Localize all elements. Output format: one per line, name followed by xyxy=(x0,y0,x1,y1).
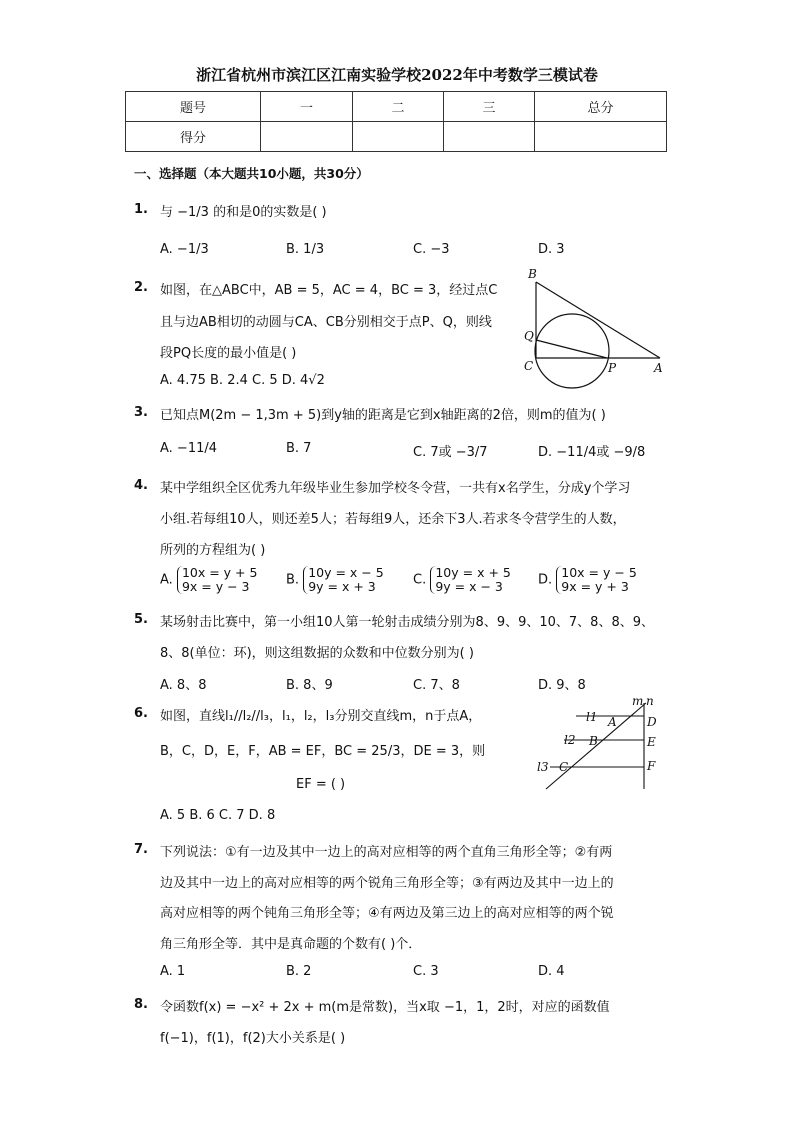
option-d[interactable]: D. 3 xyxy=(538,242,565,257)
option-d[interactable]: D. 4 xyxy=(538,964,565,979)
score-header-cell: 二 xyxy=(353,92,444,122)
score-table xyxy=(125,91,667,152)
label-c: C xyxy=(559,760,569,774)
score-header-cell: 总分 xyxy=(535,92,667,122)
label-a: A xyxy=(654,361,663,375)
segment-pq xyxy=(536,340,607,358)
score-table-row xyxy=(126,122,667,152)
label-b: B xyxy=(528,267,537,281)
question-text: 如图，在△ABC中，AB = 5，AC = 4，BC = 3，经过点C xyxy=(160,283,498,298)
question-text: 8、8(单位：环)，则这组数据的众数和中位数分别为( ) xyxy=(160,646,474,661)
label-q: Q xyxy=(524,329,534,343)
question-number: 4. xyxy=(134,478,148,493)
label-c: C xyxy=(524,359,534,373)
score-cell[interactable] xyxy=(444,122,535,152)
question-number: 7. xyxy=(134,842,148,857)
triangle-circle-figure xyxy=(516,264,676,394)
equation-system xyxy=(303,566,384,594)
option-a[interactable]: A. 1 xyxy=(160,964,186,979)
label-d: D xyxy=(647,715,657,729)
exam-title: 浙江省杭州市滨江区江南实验学校2022年中考数学三模试卷 xyxy=(196,66,598,84)
option-b[interactable]: B. 10y = x − 5 9y = x + 3 xyxy=(286,565,384,594)
question-number: 8. xyxy=(134,997,148,1012)
question-text: 所列的方程组为( ) xyxy=(160,543,266,558)
question-number: 1. xyxy=(134,202,148,217)
question-text: 边及其中一边上的高对应相等的两个锐角三角形全等；③有两边及其中一边上的 xyxy=(160,876,614,891)
label-l2: l2 xyxy=(564,733,576,747)
segment-ab xyxy=(536,282,660,358)
question-text: 下列说法：①有一边及其中一边上的高对应相等的两个直角三角形全等；②有两 xyxy=(160,845,613,860)
question-text: 段PQ长度的最小值是( ) xyxy=(160,346,297,361)
option-c[interactable]: C. 10y = x + 5 9y = x − 3 xyxy=(413,565,511,594)
label-l1: l1 xyxy=(586,710,598,724)
equation: 9y = x − 3 xyxy=(435,579,503,594)
question-number: 5. xyxy=(134,612,148,627)
option-c[interactable]: C. 7或 −3/7 xyxy=(413,445,488,460)
label-p: P xyxy=(608,361,617,375)
equation: 10y = x − 5 xyxy=(308,565,384,580)
parallel-lines-figure xyxy=(534,693,664,793)
equation: 10x = y + 5 xyxy=(181,565,258,580)
question-text: f(−1)，f(1)，f(2)大小关系是( ) xyxy=(160,1031,346,1046)
option-c[interactable]: C. 7、8 xyxy=(413,678,460,693)
question-text: B，C，D，E，F，AB = EF，BC = 25/3，DE = 3，则 xyxy=(160,744,486,759)
section-heading: 一、选择题（本大题共10小题，共30分） xyxy=(134,166,369,181)
label-l3: l3 xyxy=(537,760,549,774)
equation: 9x = y − 3 xyxy=(181,579,250,594)
option-b[interactable]: B. 8、9 xyxy=(286,678,333,693)
equation-system xyxy=(556,566,637,594)
question-text: 小组.若每组10人，则还差5人；若每组9人，还余下3人.若求冬令营学生的人数， xyxy=(160,512,626,527)
question-text: 某场射击比赛中，第一小组10人第一轮射击成绩分别为8、9、9、10、7、8、8、9、 xyxy=(160,615,654,630)
option-a[interactable]: A. 10x = y + 5 9x = y − 3 xyxy=(160,565,258,594)
option-d[interactable]: D. 9、8 xyxy=(538,678,586,693)
option-d[interactable]: D. 10x = y − 5 9x = y + 3 xyxy=(538,565,637,594)
equation-system xyxy=(430,566,511,594)
moving-circle xyxy=(535,314,609,388)
option-b[interactable]: B. 1/3 xyxy=(286,242,325,257)
score-header-cell: 题号 xyxy=(126,92,261,122)
score-header-cell: 一 xyxy=(261,92,353,122)
score-row-label: 得分 xyxy=(126,122,261,152)
label-b: B xyxy=(589,734,598,748)
option-a[interactable]: A. 8、8 xyxy=(160,678,207,693)
equation: 9x = y + 3 xyxy=(561,579,629,594)
options-row[interactable]: A. 4.75 B. 2.4 C. 5 D. 4√2 xyxy=(160,373,325,388)
question-text: 角三角形全等．其中是真命题的个数有( )个． xyxy=(160,937,422,952)
question-number: 2. xyxy=(134,280,148,295)
options-row[interactable]: A. 5 B. 6 C. 7 D. 8 xyxy=(160,808,276,823)
score-table-header-row xyxy=(126,92,667,122)
equation: 9y = x + 3 xyxy=(308,579,376,594)
option-c[interactable]: C. 3 xyxy=(413,964,439,979)
score-cell[interactable] xyxy=(535,122,667,152)
option-b[interactable]: B. 7 xyxy=(286,441,312,456)
question-number: 6. xyxy=(134,706,148,721)
score-header-cell: 三 xyxy=(444,92,535,122)
question-text: 如图，直线l₁//l₂//l₃，l₁，l₂，l₃分别交直线m，n于点A， xyxy=(160,709,482,724)
score-cell[interactable] xyxy=(261,122,353,152)
option-d[interactable]: D. −11/4或 −9/8 xyxy=(538,445,646,460)
label-f: F xyxy=(647,759,656,773)
option-a[interactable]: A. −11/4 xyxy=(160,441,218,456)
question-text: 与 −1/3 的和是0的实数是( ) xyxy=(160,205,327,220)
question-number: 3. xyxy=(134,405,148,420)
question-text: 高对应相等的两个钝角三角形全等；④有两边及第三边上的高对应相等的两个锐 xyxy=(160,906,614,921)
equation-system xyxy=(177,566,258,594)
question-text: 且与边AB相切的动圆与CA、CB分别相交于点P、Q，则线 xyxy=(160,315,492,330)
question-text: 某中学组织全区优秀九年级毕业生参加学校冬令营，一共有x名学生，分成y个学习 xyxy=(160,481,631,496)
question-text: 令函数f(x) = −x² + 2x + m(m是常数)，当x取 −1，1，2时，对应的函数值 xyxy=(160,1000,610,1015)
label-n: n xyxy=(646,694,654,708)
option-c[interactable]: C. −3 xyxy=(413,242,450,257)
question-text: 已知点M(2m − 1,3m + 5)到y轴的距离是它到x轴距离的2倍，则m的值为( ) xyxy=(160,408,606,423)
score-cell[interactable] xyxy=(353,122,444,152)
label-m: m xyxy=(632,694,644,708)
option-b[interactable]: B. 2 xyxy=(286,964,312,979)
label-e: E xyxy=(647,735,656,749)
question-text: EF = ( ) xyxy=(296,777,346,792)
option-a[interactable]: A. −1/3 xyxy=(160,242,209,257)
equation: 10y = x + 5 xyxy=(435,565,511,580)
label-a: A xyxy=(608,715,617,729)
equation: 10x = y − 5 xyxy=(561,565,637,580)
